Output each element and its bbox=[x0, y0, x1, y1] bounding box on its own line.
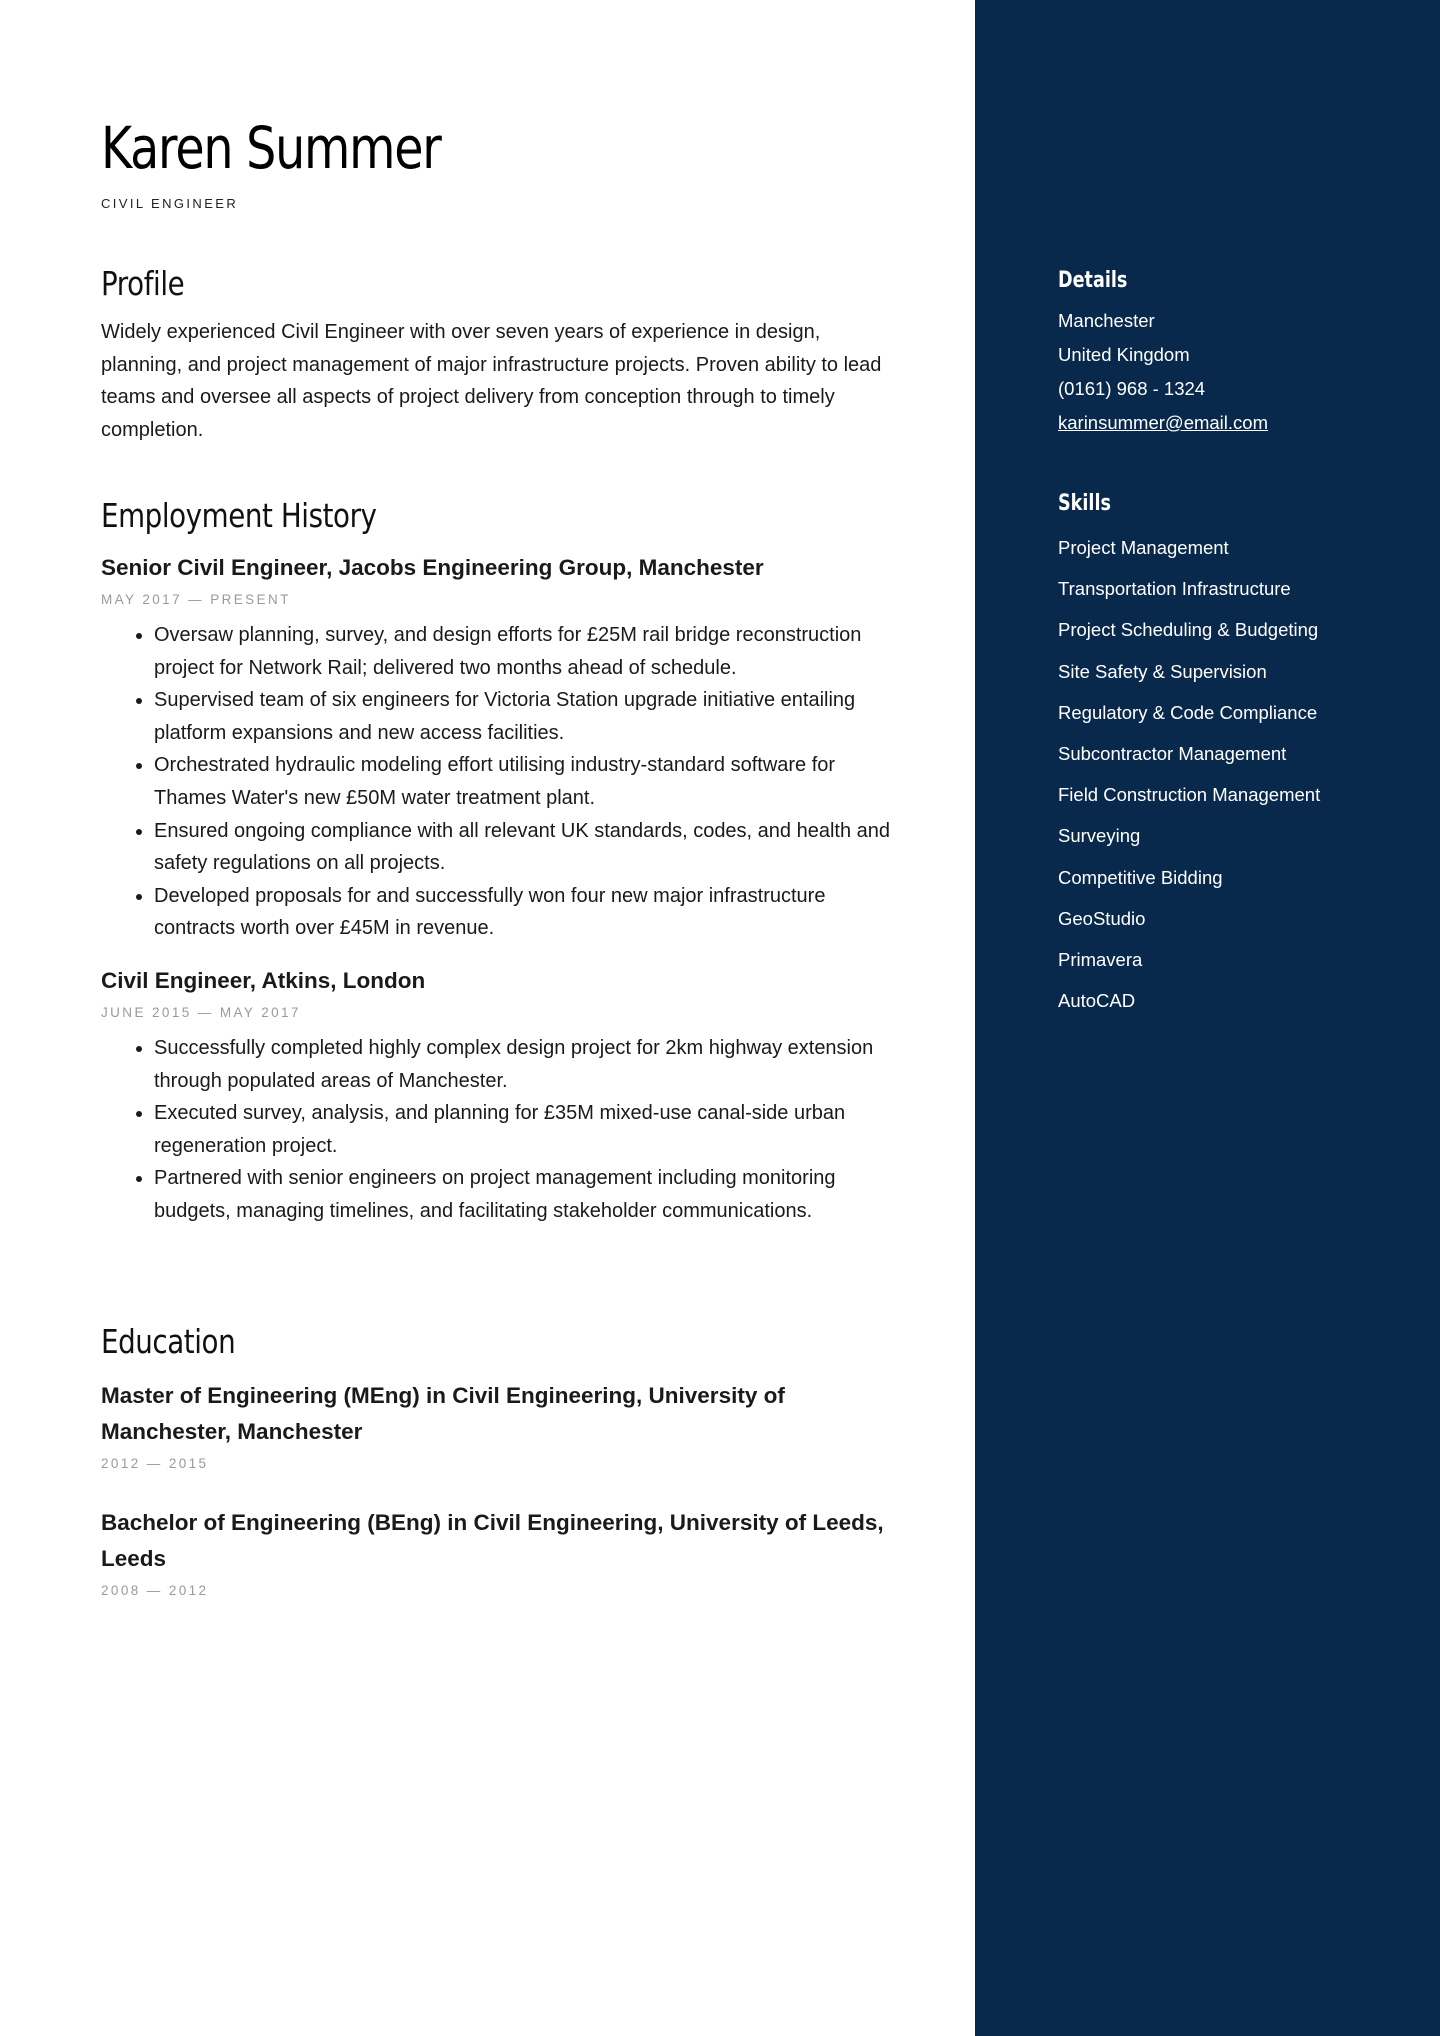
details-country: United Kingdom bbox=[1058, 344, 1190, 365]
education-dates: 2012 — 2015 bbox=[101, 1456, 209, 1471]
education-title: Master of Engineering (MEng) in Civil Engineering, University of Manchester, Manchester bbox=[101, 1383, 785, 1444]
details-section bbox=[1058, 266, 1398, 440]
details-city: Manchester bbox=[1058, 310, 1155, 331]
education-heading: Education bbox=[101, 1322, 236, 1361]
skill-item: Subcontractor Management bbox=[1058, 743, 1287, 765]
skill-item: Regulatory & Code Compliance bbox=[1058, 701, 1318, 723]
skill-item: Site Safety & Supervision bbox=[1058, 660, 1267, 682]
job-bullet: • Supervised team of six engineers for Victoria Station upgrade initiative entailing platform expansions and new access facilities. bbox=[154, 684, 901, 749]
skills-list bbox=[1058, 527, 1398, 1021]
job-dates: MAY 2017 — PRESENT bbox=[101, 592, 291, 607]
skill-item: AutoCAD bbox=[1058, 990, 1136, 1012]
job-bullet: • Oversaw planning, survey, and design efforts for £25M rail bridge reconstruction project for Network Rail; delivered two months ahead of schedule. bbox=[154, 619, 901, 684]
profile-heading: Profile bbox=[101, 264, 185, 303]
skill-item: Project Scheduling & Budgeting bbox=[1058, 619, 1319, 641]
candidate-job-title: CIVIL ENGINEER bbox=[101, 196, 239, 211]
education-title: Bachelor of Engineering (BEng) in Civil Engineering, University of Leeds, Leeds bbox=[101, 1510, 884, 1571]
skill-item: GeoStudio bbox=[1058, 907, 1146, 929]
job-bullets bbox=[101, 1032, 901, 1228]
job-bullet: • Executed survey, analysis, and planning for £35M mixed-use canal-side urban regeneration project. bbox=[154, 1097, 901, 1162]
job-bullet: • Successfully completed highly complex design project for 2km highway extension through populated areas of Manchester. bbox=[154, 1032, 901, 1097]
profile-text: Widely experienced Civil Engineer with over seven years of experience in design, planning, and project management of major infrastructure projects. Proven ability to lead teams and oversee all aspects of project delivery from conception through to timely completion. bbox=[101, 321, 882, 441]
job-entry bbox=[101, 550, 901, 945]
job-title: Civil Engineer, Atkins, London bbox=[101, 967, 426, 993]
education-entry bbox=[101, 1505, 901, 1598]
skill-item: Primavera bbox=[1058, 949, 1143, 971]
employment-heading: Employment History bbox=[101, 496, 377, 535]
skill-item: Transportation Infrastructure bbox=[1058, 578, 1291, 600]
skill-item: Surveying bbox=[1058, 825, 1141, 847]
job-bullet: • Orchestrated hydraulic modeling effort utilising industry-standard software for Thames Water's new £50M water treatment plant. bbox=[154, 749, 901, 814]
candidate-name: Karen Summer bbox=[101, 114, 441, 182]
details-email-link[interactable]: karinsummer@email.com bbox=[1058, 412, 1268, 433]
job-dates: JUNE 2015 — MAY 2017 bbox=[101, 1004, 301, 1020]
profile-section bbox=[101, 262, 901, 446]
details-list bbox=[1058, 304, 1398, 440]
skill-item: Field Construction Management bbox=[1058, 784, 1321, 806]
skill-item: Competitive Bidding bbox=[1058, 866, 1223, 888]
job-bullets bbox=[101, 619, 901, 945]
job-bullet: • Ensured ongoing compliance with all relevant UK standards, codes, and health and safety regulations on all projects. bbox=[154, 815, 901, 880]
job-bullet: • Partnered with senior engineers on project management including monitoring budgets, managing timelines, and facilitating stakeholder communications. bbox=[154, 1162, 901, 1227]
education-entry bbox=[101, 1378, 901, 1471]
skills-heading: Skills bbox=[1058, 491, 1111, 516]
education-section bbox=[101, 1320, 901, 1598]
job-entry bbox=[101, 963, 901, 1228]
details-heading: Details bbox=[1058, 268, 1128, 293]
skills-section bbox=[1058, 489, 1398, 1021]
education-dates: 2008 — 2012 bbox=[101, 1583, 209, 1598]
skill-item: Project Management bbox=[1058, 537, 1229, 558]
job-title: Senior Civil Engineer, Jacobs Engineering Group, Manchester bbox=[101, 555, 764, 580]
job-bullet: • Developed proposals for and successfully won four new major infrastructure contracts worth over £45M in revenue. bbox=[154, 880, 901, 945]
employment-section bbox=[101, 494, 901, 1228]
details-phone: (0161) 968 - 1324 bbox=[1058, 378, 1206, 399]
